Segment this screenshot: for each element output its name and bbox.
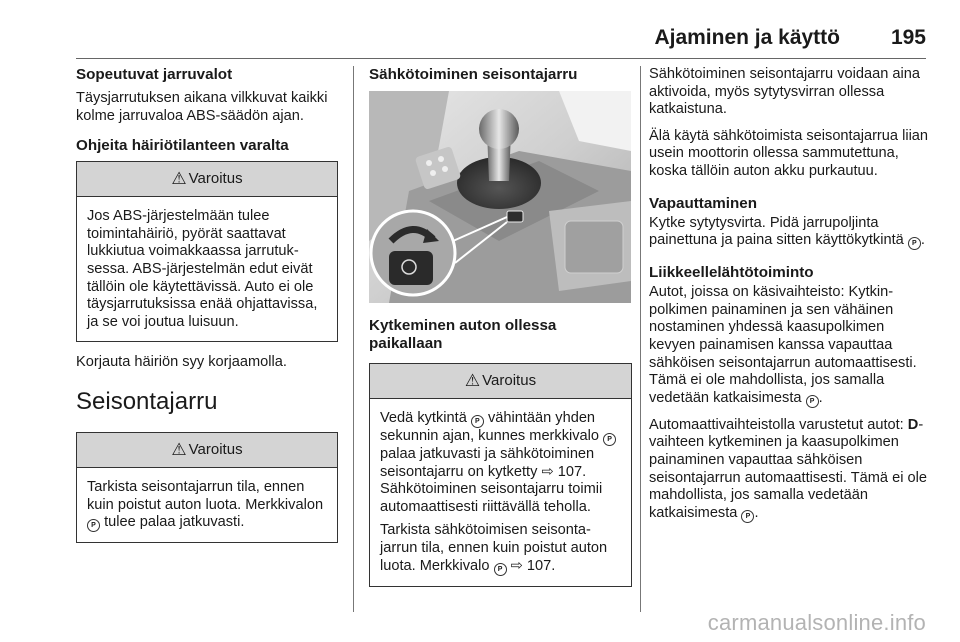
column-divider-1 — [353, 66, 354, 612]
warning-box — [76, 161, 338, 342]
warning-body — [77, 468, 337, 542]
warning-header — [77, 162, 337, 197]
warning-header — [77, 433, 337, 468]
parking-brake-indicator-icon: P — [806, 395, 819, 408]
heading-adaptive-brake-lights: Sopeutuvat jarruvalot — [76, 66, 233, 83]
warning-box — [76, 432, 338, 543]
page-reference-arrow-icon: ⇨ — [541, 463, 554, 480]
paragraph: Autot, joissa on käsivaihteisto: Kytkinpolkimen painaminen ja sen vähäinen nostaminen yhdessä kaasupolkimen kevyen painamisen kanssa vapauttaa sähköisen seisontajarrun automaattisesti. Tämä ei ole mahdollista, jos samalla vedetään katkaisimesta P . — [649, 284, 917, 406]
heading-fault: Ohjeita häiriötilanteen varalta — [76, 137, 289, 155]
parking-brake-indicator-icon: P — [908, 237, 921, 250]
section-title: Seisontajarru — [76, 387, 218, 415]
warning-triangle-icon: ⚠ — [171, 169, 187, 189]
heading-electric-parking-brake: Sähkötoiminen seisontajarru — [369, 66, 578, 83]
paragraph: Automaattivaihteistolla varustetut autot: D-vaihteen kytkeminen ja kaasupolkimen painaminen vapauttaa sähköisen seisontajarrun automaattisesti. Tämä ei ole mahdollista, jos samalla vedetään katkaisimesta P . — [649, 416, 927, 521]
warning-text: Tarkista sähkötoimisen seisontajarrun tila, ennen kuin poistut auton luota. Merkkivalo P ⇨ 107. — [380, 522, 608, 574]
console-illustration — [369, 91, 631, 303]
column-1 — [76, 66, 338, 555]
page-reference[interactable]: 107 — [526, 557, 552, 574]
parking-brake-indicator-icon: P — [494, 563, 507, 576]
parking-brake-indicator-icon: P — [603, 433, 616, 446]
warning-text: Vedä kytkintä P vähintään yhden sekunnin ajan, kunnes merkkivalo P palaa jatkuvasti ja sähkötoiminen seisontajarru on kytketty ⇨ 107. Sähkötoiminen seisontajarru toimii automaattisesti riittävällä teholla. — [380, 410, 621, 516]
parking-brake-switch-illustration — [369, 91, 631, 303]
paragraph: Korjauta häiriön syy korjaamolla. — [76, 354, 287, 371]
page-number: 195 — [890, 26, 926, 49]
column-3 — [649, 66, 931, 532]
paragraph: Täysjarrutuksen aikana vilkkuvat kaikki kolme jarruvaloa ABS-säädön ajan. — [76, 90, 328, 124]
warning-header — [370, 364, 631, 399]
page-header — [76, 26, 926, 56]
warning-triangle-icon: ⚠ — [464, 371, 481, 390]
heading-release: Vapauttaminen — [649, 194, 758, 212]
warning-title: Varoitus — [482, 372, 537, 389]
paragraph: Sähkötoiminen seisontajarru voidaan aina aktivoida, myös sytytysvirran ollessa katkaistuna. — [649, 66, 920, 118]
parking-brake-indicator-icon: P — [471, 415, 484, 428]
page-reference-arrow-icon: ⇨ — [510, 557, 523, 574]
paragraph: Kytke sytytysvirta. Pidä jarrupoljinta painettuna ja paina sitten käyttökytkintä P . — [649, 214, 925, 249]
watermark: carmanualsonline.info — [707, 610, 926, 635]
warning-text: Tarkista seisontajarrun tila, ennen kuin poistut auton luota. Merkkivalon P tulee palaa jatkuvasti. — [87, 478, 324, 531]
heading-drive-away-assist: Liikkeellelähtötoiminto — [649, 264, 814, 282]
warning-triangle-icon: ⚠ — [171, 439, 187, 459]
chapter-title: Ajaminen ja käyttö — [654, 26, 840, 49]
warning-text: Jos ABS-järjestelmään tulee toimintahäiriö, pyörät saattavat lukkiutua voimakkaassa jarrutuksessa. ABS-järjestelmän edut eivät tällöin ole käytettävissä. Auto ei ole täysjarrutuksissa enää ohjattavissa, ja se voi joutua luisuun. — [87, 208, 318, 330]
column-divider-2 — [640, 66, 641, 612]
parking-brake-indicator-icon: P — [87, 519, 100, 532]
warning-body — [77, 197, 337, 341]
header-rule — [76, 58, 926, 59]
parking-brake-indicator-icon: P — [741, 510, 754, 523]
warning-box — [369, 363, 632, 587]
warning-title: Varoitus — [188, 170, 243, 188]
page-reference[interactable]: 107 — [557, 463, 583, 480]
paragraph: Älä käytä sähkötoimista seisontajarrua liian usein moottorin ollessa sammutettuna, koska tällöin auton akku purkautuu. — [649, 127, 929, 179]
warning-body — [370, 399, 631, 586]
heading-apply-when-stationary: Kytkeminen auton ollessa paikallaan — [369, 317, 557, 352]
column-2 — [369, 66, 632, 599]
warning-title: Varoitus — [188, 440, 243, 458]
